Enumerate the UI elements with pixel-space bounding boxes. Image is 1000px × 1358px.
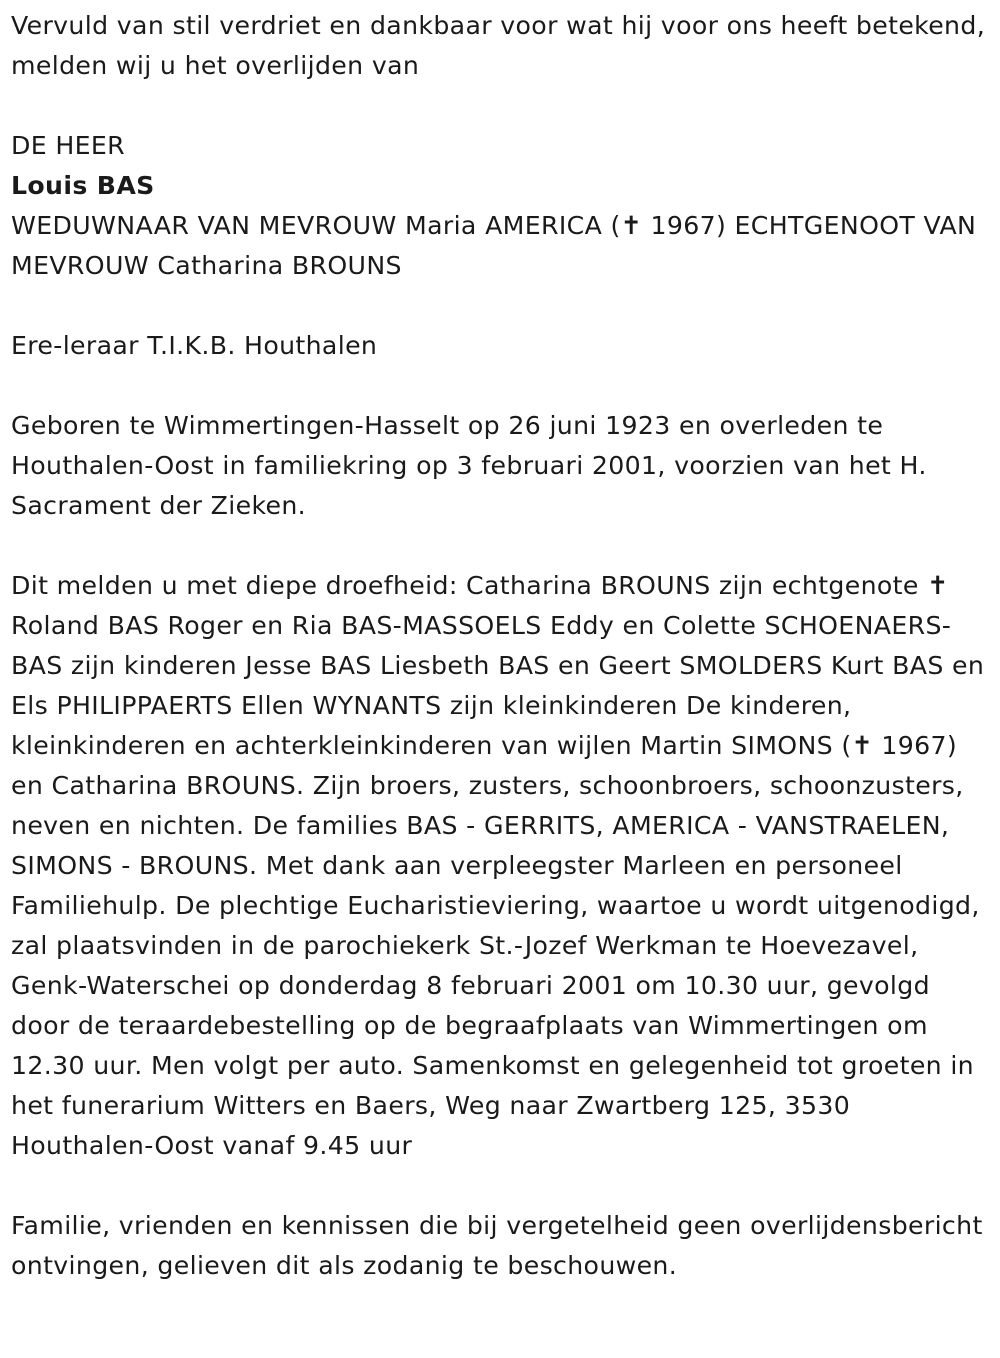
closing-paragraph: Familie, vrienden en kennissen die bij vergetelheid geen overlijdensbericht ontvingen, gelieven dit als zodanig te beschouwen. [11, 1211, 983, 1280]
deceased-name: Louis BAS [11, 171, 155, 200]
obituary-document [11, 6, 993, 1286]
title-prefix: DE HEER [11, 131, 126, 160]
family-announcement-paragraph: Dit melden u met diepe droefheid: Catharina BROUNS zijn echtgenote ✝ Roland BAS Roger en Ria BAS-MASSOELS Eddy en Colette SCHOENAERS-BAS zijn kinderen Jesse BAS Liesbeth BAS en Geert SMOLDERS Kurt BAS en Els PHILIPPAERTS Ellen WYNANTS zijn kleinkinderen De kinderen, kleinkinderen en achterkleinkinderen van wijlen Martin SIMONS (✝ 1967) en Catharina BROUNS. Zijn broers, zusters, schoonbroers, schoonzusters, neven en nichten. De families BAS - GERRITS, AMERICA - VANSTRAELEN, SIMONS - BROUNS. Met dank aan verpleegster Marleen en personeel Familiehulp. De plechtige Eucharistieviering, waartoe u wordt uitgenodigd, zal plaatsvinden in de parochiekerk St.-Jozef Werkman te Hoevezavel, Genk-Waterschei op donderdag 8 februari 2001 om 10.30 uur, gevolgd door de teraardebestelling op de begraafplaats van Wimmertingen om 12.30 uur. Men volgt per auto. Samenkomst en gelegenheid tot groeten in het funerarium Witters en Baers, Weg naar Zwartberg 125, 3530 Houthalen-Oost vanaf 9.45 uur [11, 571, 985, 1160]
relations-line: WEDUWNAAR VAN MEVROUW Maria AMERICA (✝ 1967) ECHTGENOOT VAN MEVROUW Catharina BROUNS [11, 211, 977, 280]
birth-death-paragraph: Geboren te Wimmertingen-Hasselt op 26 juni 1923 en overleden te Houthalen-Oost in familiekring op 3 februari 2001, voorzien van het H. Sacrament der Zieken. [11, 411, 927, 520]
intro-paragraph: Vervuld van stil verdriet en dankbaar voor wat hij voor ons heeft betekend, melden wij u het overlijden van [11, 11, 986, 80]
profession-line: Ere-leraar T.I.K.B. Houthalen [11, 331, 378, 360]
